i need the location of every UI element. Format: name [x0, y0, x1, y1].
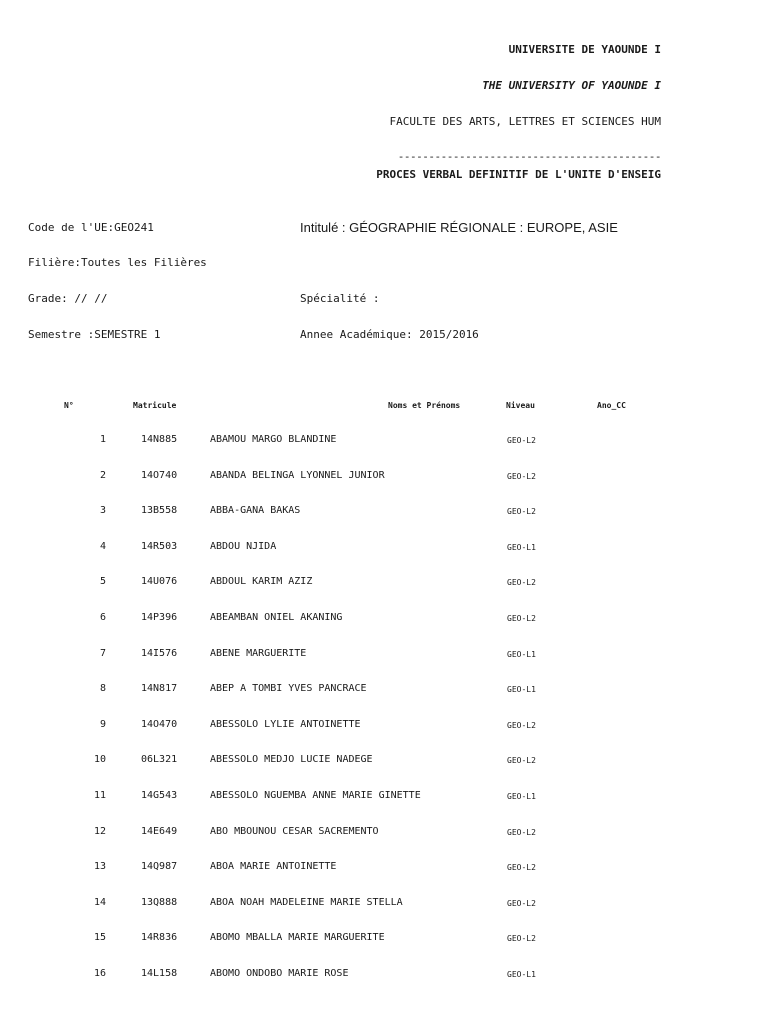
table-row	[0, 541, 768, 561]
header-matricule: Matricule	[133, 401, 177, 410]
course-title: Intitulé : GÉOGRAPHIE RÉGIONALE : EUROPE, ASIE	[300, 220, 618, 235]
header-num: N°	[64, 401, 74, 410]
university-name-fr: UNIVERSITE DE YAOUNDE I	[508, 43, 661, 56]
document-title: PROCES VERBAL DEFINITIF DE L'UNITE D'ENSEIG	[376, 168, 661, 181]
row-number: 8	[99, 683, 106, 694]
row-matricule: 14R503	[141, 541, 178, 552]
row-matricule: 14N885	[141, 434, 178, 445]
row-niveau: GEO-L2	[507, 756, 536, 765]
row-niveau: GEO-L2	[507, 721, 536, 730]
row-matricule: 14O740	[141, 470, 178, 481]
row-matricule: 13B558	[141, 505, 178, 516]
row-number: 10	[93, 754, 106, 765]
table-row	[0, 683, 768, 703]
row-name: ABEAMBAN ONIEL AKANING	[210, 612, 343, 623]
row-name: ABANDA BELINGA LYONNEL JUNIOR	[210, 470, 385, 481]
table-row	[0, 861, 768, 881]
row-matricule: 14G543	[141, 790, 178, 801]
semestre: Semestre :SEMESTRE 1	[28, 328, 161, 341]
row-matricule: 14E649	[141, 826, 178, 837]
row-name: ABESSOLO MEDJO LUCIE NADEGE	[210, 754, 373, 765]
grade: Grade: // //	[28, 292, 108, 305]
row-niveau: GEO-L2	[507, 578, 536, 587]
row-number: 5	[99, 576, 106, 587]
row-number: 11	[93, 790, 106, 801]
row-matricule: 14L158	[141, 968, 178, 979]
row-niveau: GEO-L2	[507, 934, 536, 943]
row-niveau: GEO-L1	[507, 792, 536, 801]
university-name-en: THE UNIVERSITY OF YAOUNDE I	[482, 79, 661, 92]
row-matricule: 14I576	[141, 648, 178, 659]
row-number: 9	[99, 719, 106, 730]
table-row	[0, 612, 768, 632]
row-number: 4	[99, 541, 106, 552]
table-row	[0, 576, 768, 596]
row-niveau: GEO-L1	[507, 685, 536, 694]
row-name: ABOMO MBALLA MARIE MARGUERITE	[210, 932, 385, 943]
row-number: 7	[99, 648, 106, 659]
row-number: 15	[93, 932, 106, 943]
table-row	[0, 434, 768, 454]
row-name: ABESSOLO NGUEMBA ANNE MARIE GINETTE	[210, 790, 421, 801]
specialite: Spécialité :	[300, 292, 380, 305]
row-matricule: 14U076	[141, 576, 178, 587]
row-matricule: 06L321	[141, 754, 178, 765]
row-niveau: GEO-L1	[507, 650, 536, 659]
row-niveau: GEO-L2	[507, 472, 536, 481]
row-name: ABENE MARGUERITE	[210, 648, 307, 659]
header-niveau: Niveau	[506, 401, 535, 410]
row-name: ABO MBOUNOU CESAR SACREMENTO	[210, 826, 379, 837]
table-row	[0, 968, 768, 988]
row-matricule: 14P396	[141, 612, 178, 623]
filiere: Filière:Toutes les Filières	[28, 256, 207, 269]
row-number: 6	[99, 612, 106, 623]
row-name: ABEP A TOMBI YVES PANCRACE	[210, 683, 367, 694]
row-niveau: GEO-L2	[507, 614, 536, 623]
row-number: 3	[99, 505, 106, 516]
row-name: ABDOUL KARIM AZIZ	[210, 576, 313, 587]
row-niveau: GEO-L2	[507, 899, 536, 908]
row-number: 14	[93, 897, 106, 908]
row-niveau: GEO-L2	[507, 507, 536, 516]
row-matricule: 14O470	[141, 719, 178, 730]
table-row	[0, 470, 768, 490]
row-matricule: 14Q987	[141, 861, 178, 872]
row-number: 12	[93, 826, 106, 837]
row-name: ABBA-GANA BAKAS	[210, 505, 301, 516]
course-code: Code de l'UE:GEO241	[28, 221, 154, 234]
row-matricule: 14R836	[141, 932, 178, 943]
row-name: ABOA MARIE ANTOINETTE	[210, 861, 337, 872]
row-niveau: GEO-L1	[507, 543, 536, 552]
table-row	[0, 897, 768, 917]
row-niveau: GEO-L2	[507, 863, 536, 872]
row-number: 16	[93, 968, 106, 979]
table-row	[0, 790, 768, 810]
row-number: 2	[99, 470, 106, 481]
row-name: ABOA NOAH MADELEINE MARIE STELLA	[210, 897, 403, 908]
row-niveau: GEO-L2	[507, 436, 536, 445]
faculty-name: FACULTE DES ARTS, LETTRES ET SCIENCES HUM	[389, 115, 661, 128]
table-row	[0, 932, 768, 952]
table-row	[0, 719, 768, 739]
separator-line: -------------------------------------------	[397, 150, 661, 163]
row-niveau: GEO-L2	[507, 828, 536, 837]
row-matricule: 14N817	[141, 683, 178, 694]
row-name: ABESSOLO LYLIE ANTOINETTE	[210, 719, 361, 730]
header-noms: Noms et Prénoms	[388, 401, 461, 410]
header-ano-cc: Ano_CC	[597, 401, 626, 410]
row-number: 13	[93, 861, 106, 872]
table-row	[0, 648, 768, 668]
row-name: ABAMOU MARGO BLANDINE	[210, 434, 337, 445]
row-name: ABDOU NJIDA	[210, 541, 277, 552]
annee-academique: Annee Académique: 2015/2016	[300, 328, 479, 341]
table-row	[0, 505, 768, 525]
row-matricule: 13Q888	[141, 897, 178, 908]
table-row	[0, 826, 768, 846]
row-number: 1	[99, 434, 106, 445]
table-row	[0, 754, 768, 774]
row-name: ABOMO ONDOBO MARIE ROSE	[210, 968, 349, 979]
row-niveau: GEO-L1	[507, 970, 536, 979]
